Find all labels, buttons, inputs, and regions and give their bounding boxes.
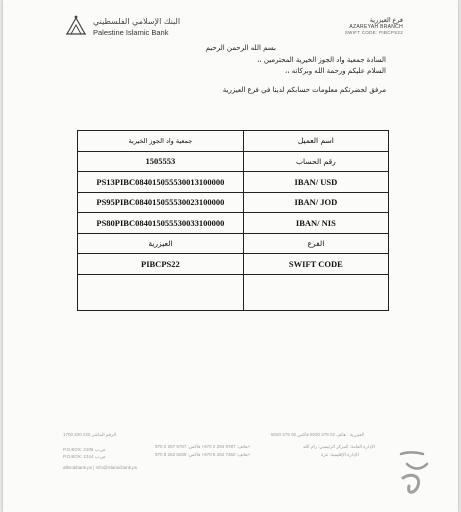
account-number-value: 1505553 xyxy=(78,151,244,172)
addressee-line: السادة جمعية واد الجوز الخيرية المحترمين ،، xyxy=(257,56,386,64)
footer-phone-2: هاتف: 7360 282 8 970+ فاكس: 6289 262 8 970+ xyxy=(155,452,251,457)
account-number-label: رقم الحساب xyxy=(243,151,388,172)
table-row xyxy=(78,233,389,254)
table-row xyxy=(78,172,389,193)
empty-cell xyxy=(243,274,388,310)
footer-regional-office: الإدارة الإقليمية: غزة xyxy=(321,452,359,457)
footer-branch-phone: العيزرية : هاتف 02 279 5030 فاكس 02 279 5020 xyxy=(271,432,365,437)
footer-head-office: الإدارة العامة: المركز الرئيسي: رام الله xyxy=(303,444,375,449)
customer-name-label: اسم العميل xyxy=(243,131,388,152)
swift-code-value: PIBCPS22 xyxy=(78,254,244,275)
bank-name-arabic: البنك الإسلامي الفلسطيني xyxy=(93,17,181,26)
iban-usd-label: IBAN/ USD xyxy=(243,172,388,193)
empty-cell xyxy=(78,274,244,310)
iban-nis-value: PS80PIBC084015055530033100000 xyxy=(78,213,244,234)
footer-website: allbrokbank.ps | info@islamicbank.ps xyxy=(63,465,138,470)
table-row xyxy=(78,213,389,234)
footer-pobox-2: P.O.BOX: 1244 ص.ب xyxy=(63,454,106,459)
footer-hotline: 1700 220 220 الرقم الماشر xyxy=(63,432,117,437)
iban-jod-value: PS95PIBC084015055530023100000 xyxy=(78,192,244,213)
iban-jod-label: IBAN/ JOD xyxy=(243,192,388,213)
footer-pobox-1: P.O.BOX: 2106 ص.ب xyxy=(63,447,106,452)
footer-phone-1: هاتف: 9787 294 2 970+ فاكس: 9787 297 2 970+ xyxy=(155,444,251,449)
letter-footer xyxy=(63,432,383,472)
handwritten-mark xyxy=(397,448,433,500)
table-row-empty xyxy=(78,274,389,310)
branch-value: العيزرية xyxy=(78,233,244,254)
greeting-line: السلام عليكم ورحمة الله وبركاته ،، xyxy=(284,67,386,75)
bank-logo xyxy=(65,14,195,42)
table-row xyxy=(78,131,389,152)
table-row xyxy=(78,151,389,172)
bank-name-english: Palestine Islamic Bank xyxy=(93,28,169,37)
branch-swift-line: SWIFT CODE: PIBCPS22 xyxy=(344,30,403,35)
bank-emblem-icon xyxy=(65,14,87,36)
swift-code-label: SWIFT CODE xyxy=(243,254,388,275)
iban-nis-label: IBAN/ NIS xyxy=(243,213,388,234)
basmala: بسم الله الرحمن الرحيم xyxy=(205,44,276,52)
customer-name-value: جمعية واد الجوز الخيرية xyxy=(78,131,244,152)
branch-info xyxy=(345,16,403,35)
letter-page xyxy=(3,0,458,512)
branch-name-english: AZAREYAH BRANCH xyxy=(349,24,403,30)
table-row xyxy=(78,192,389,213)
table-row xyxy=(78,254,389,275)
account-info-table xyxy=(77,130,389,311)
branch-name-arabic: فرع العيزرية xyxy=(369,17,403,24)
branch-label: الفرع xyxy=(243,233,388,254)
iban-usd-value: PS13PIBC084015055530013100000 xyxy=(78,172,244,193)
intro-line: مرفق لحضرتكم معلومات حسابكم لدينا في فرع العيزرية xyxy=(222,86,386,94)
